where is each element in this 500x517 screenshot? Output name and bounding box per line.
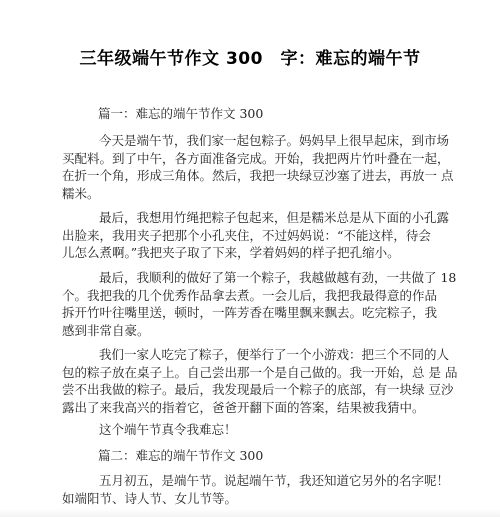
paragraph-2: [62, 209, 450, 262]
paragraph-line: 我们一家人吃完了粽子，便举行了一个小游戏：把三个不同的人: [99, 347, 450, 362]
paragraph-6: [62, 472, 450, 507]
paragraph-line: 包的粽子放在桌子上。自己尝出那一个是自己做的。我一开始，总 是 品: [62, 364, 458, 380]
paragraph-5: [62, 421, 440, 439]
paragraph-line: 儿怎么煮啊。”我把夹子取了下来，学着妈妈的样子把孔缩小。: [62, 245, 400, 260]
paragraph-line: 五月初五，是端午节。说起端午节，我还知道它另外的名字呢！: [99, 473, 450, 488]
document-title: 三年级端午节作文 300 字：难忘的端午节: [79, 49, 421, 69]
paragraph-line: 今天是端午节，我们家一起包粽子。妈妈早上很早起床，到市场: [99, 133, 450, 148]
paragraph-line: 个。我把我的几个优秀作品拿去煮。一会儿后，我把我最得意的作品: [62, 287, 438, 303]
paragraph-line: 在折一个角，形成三角体。然后，我把一块绿豆沙塞了进去，再放一 点: [62, 168, 454, 183]
paragraph-line: 感到非常自豪。: [62, 322, 150, 338]
section-heading-2: 篇二：难忘的端午节作文 300: [98, 448, 264, 463]
paragraph-3-body: [62, 269, 457, 339]
paragraph-line: 糯米。: [62, 185, 100, 201]
paragraph-1: [62, 132, 454, 202]
paragraph-line: 露出了来我高兴的指着它，爸爸开翻下面的答案，结果被我猜中。: [62, 399, 425, 415]
paragraph-line: 最后，我想用竹绳把粽子包起来，但是糯米总是从下面的小孔露: [99, 210, 450, 225]
paragraph-line: 买配料。到了中午，各方面准备完成。开始，我把两片竹叶叠在一起，: [62, 150, 450, 166]
paragraph-line: 拆开竹叶往嘴里送，顿时，一阵芳香在嘴里飘来飘去。吃完粽子，我: [62, 305, 438, 320]
section-heading-1: 篇一：难忘的端午节作文 300: [98, 106, 264, 121]
paragraph-line: 最后，我顺利的做好了第一个粽子，我越做越有劲，一共做了 18: [99, 270, 457, 285]
paragraph-line: 尝不出我做的粽子。最后，我发现最后一个粽子的底部，有一块绿 豆沙: [62, 382, 454, 397]
paragraph-4: [62, 346, 458, 416]
paragraph-line: 这个端午节真令我难忘！: [99, 422, 237, 437]
paragraph-line: 出脸来，我用夹子把那个小孔夹住，不过妈妈说：“不能这样，待会: [62, 227, 431, 243]
page-bottom-edge: [0, 509, 500, 517]
paragraph-line: 如端阳节、诗人节、女儿节等。: [62, 490, 238, 506]
